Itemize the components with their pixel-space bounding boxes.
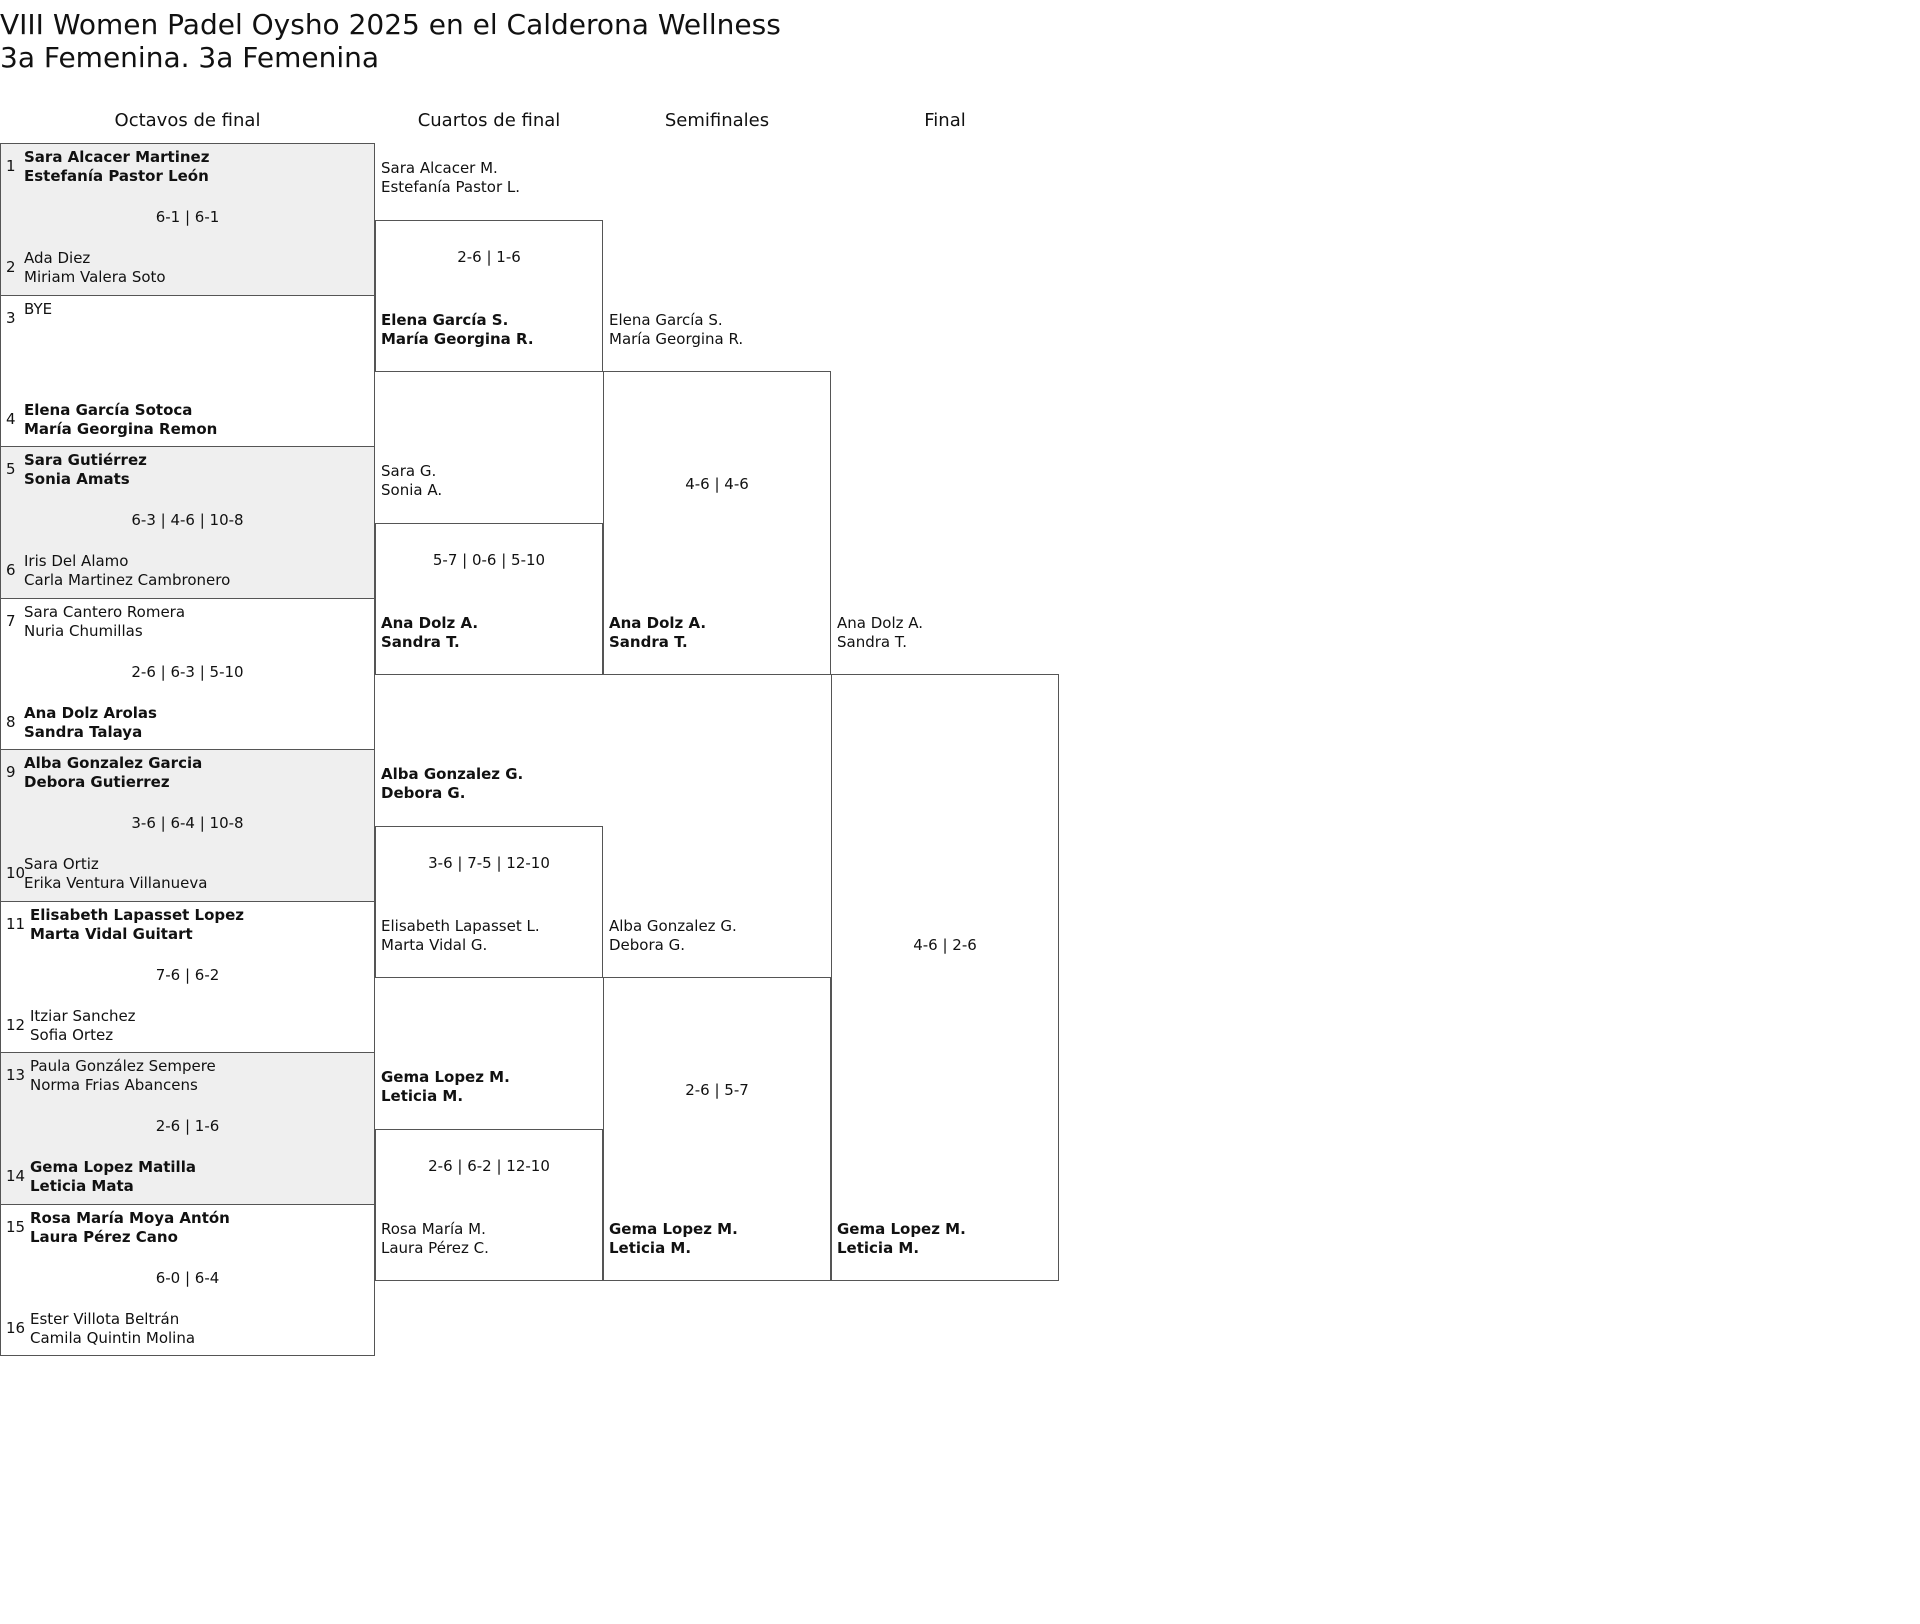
- round-header: Final: [924, 110, 966, 131]
- team-entry: [24, 603, 185, 641]
- player-name: Nuria Chumillas: [24, 621, 143, 640]
- team-entry: [381, 765, 523, 803]
- match-score: 6-3 | 4-6 | 10-8: [131, 511, 244, 529]
- player-name: Sara Ortiz: [24, 855, 99, 873]
- player-name: Gema Lopez M.: [381, 1068, 510, 1086]
- player-name: Alba Gonzalez Garcia: [24, 754, 203, 772]
- team-entry: [381, 614, 478, 652]
- team-entry: [30, 906, 244, 944]
- team-entry: [24, 552, 230, 590]
- match-score: 7-6 | 6-2: [155, 965, 220, 984]
- team-entry: [381, 917, 540, 955]
- player-name: BYE: [24, 299, 53, 318]
- seed-number: 5: [6, 460, 16, 478]
- player-name: Elena García Sotoca: [24, 400, 193, 419]
- seed-number: 3: [6, 308, 16, 327]
- seed-number: 11: [6, 914, 26, 933]
- team-entry: [24, 300, 52, 319]
- team-entry: [24, 754, 202, 792]
- match-score: 4-6 | 2-6: [913, 936, 977, 955]
- seed-number: 16: [6, 1318, 26, 1337]
- seed-number: 12: [6, 1015, 26, 1034]
- player-name: Gema Lopez M.: [837, 1219, 966, 1238]
- team-entry: [24, 148, 209, 186]
- player-name: Leticia M.: [381, 1087, 464, 1105]
- team-entry: [837, 614, 923, 652]
- match-score: 2-6 | 6-3 | 5-10: [131, 662, 244, 681]
- player-name: Rosa María M.: [381, 1219, 486, 1238]
- team-entry: [30, 1310, 195, 1348]
- player-name: Sara G.: [381, 462, 437, 480]
- player-name: Paula González Sempere: [30, 1057, 216, 1075]
- player-name: Erika Ventura Villanueva: [24, 874, 208, 892]
- player-name: Ana Dolz A.: [609, 613, 707, 632]
- player-name: Elisabeth Lapasset Lopez: [30, 905, 245, 924]
- seed-number: 7: [6, 611, 16, 630]
- match-score: 2-6 | 1-6: [155, 1117, 220, 1135]
- player-name: María Georgina Remon: [24, 419, 218, 438]
- seed-number: 6: [6, 561, 16, 579]
- team-entry: [381, 311, 534, 349]
- player-name: Sandra Talaya: [24, 722, 143, 741]
- player-name: Alba Gonzalez G.: [609, 916, 737, 935]
- team-entry: [30, 1158, 196, 1196]
- team-entry: [30, 1007, 136, 1045]
- player-name: Norma Frias Abancens: [30, 1076, 198, 1094]
- team-entry: [381, 1068, 510, 1106]
- category-title: 3a Femenina. 3a Femenina: [0, 41, 380, 74]
- team-entry: [24, 401, 217, 439]
- player-name: Iris Del Alamo: [24, 552, 129, 570]
- team-entry: [24, 704, 157, 742]
- player-name: Ana Dolz A.: [381, 613, 479, 632]
- player-name: Ester Villota Beltrán: [30, 1309, 180, 1328]
- player-name: Rosa María Moya Antón: [30, 1208, 230, 1227]
- player-name: Alba Gonzalez G.: [381, 765, 524, 783]
- match-box: [375, 826, 603, 979]
- round-header: Semifinales: [664, 110, 770, 131]
- player-name: Sara Alcacer M.: [381, 159, 498, 177]
- team-entry: [30, 1209, 230, 1247]
- player-name: Sonia A.: [381, 481, 443, 499]
- player-name: Leticia M.: [609, 1238, 692, 1257]
- match-score: 6-1 | 6-1: [155, 208, 220, 226]
- seed-number: 9: [6, 763, 16, 781]
- player-name: Estefanía Pastor León: [24, 167, 209, 185]
- tournament-title: VIII Women Padel Oysho 2025 en el Calderona Wellness: [0, 8, 781, 41]
- seed-number: 10: [6, 864, 26, 882]
- player-name: Leticia M.: [837, 1238, 920, 1257]
- round-header: Octavos de final: [114, 110, 261, 131]
- player-name: Debora G.: [609, 935, 685, 954]
- match-box: [375, 523, 603, 676]
- player-name: Gema Lopez M.: [609, 1219, 738, 1238]
- player-name: María Georgina R.: [609, 329, 744, 348]
- match-box: [375, 1129, 603, 1282]
- team-entry: [609, 917, 737, 955]
- match-box: [375, 220, 603, 373]
- player-name: Leticia Mata: [30, 1177, 134, 1195]
- team-entry: [609, 614, 706, 652]
- player-name: Debora Gutierrez: [24, 773, 170, 791]
- player-name: Estefanía Pastor L.: [381, 178, 521, 196]
- match-score: 2-6 | 6-2 | 12-10: [428, 1156, 550, 1175]
- team-entry: [30, 1057, 216, 1095]
- player-name: Marta Vidal Guitart: [30, 924, 193, 943]
- player-name: Ada Diez: [24, 249, 91, 267]
- seed-number: 15: [6, 1217, 26, 1236]
- team-entry: [24, 855, 207, 893]
- player-name: Laura Pérez C.: [381, 1238, 489, 1257]
- seed-number: 13: [6, 1066, 26, 1084]
- player-name: Carla Martinez Cambronero: [24, 571, 231, 589]
- player-name: Debora G.: [381, 784, 466, 802]
- player-name: Gema Lopez Matilla: [30, 1158, 196, 1176]
- round-header: Cuartos de final: [417, 110, 561, 131]
- player-name: Ana Dolz A.: [837, 613, 924, 632]
- match-score: 2-6 | 5-7: [685, 1081, 749, 1100]
- player-name: Sara Cantero Romera: [24, 602, 186, 621]
- player-name: Marta Vidal G.: [381, 935, 488, 954]
- seed-number: 8: [6, 712, 16, 731]
- player-name: Elena García S.: [381, 310, 509, 329]
- player-name: Sofia Ortez: [30, 1025, 114, 1044]
- match-score: 4-6 | 4-6: [685, 475, 749, 494]
- seed-number: 1: [6, 157, 16, 175]
- match-box: [831, 674, 1059, 1281]
- team-entry: [381, 462, 442, 500]
- match-score: 3-6 | 6-4 | 10-8: [131, 814, 244, 832]
- match-score: 3-6 | 7-5 | 12-10: [428, 853, 550, 872]
- player-name: Sandra T.: [837, 632, 908, 651]
- match-score: 5-7 | 0-6 | 5-10: [432, 550, 546, 569]
- team-entry: [609, 1220, 738, 1258]
- team-entry: [381, 1220, 489, 1258]
- match-score: 2-6 | 1-6: [457, 247, 521, 266]
- seed-number: 2: [6, 258, 16, 276]
- player-name: Miriam Valera Soto: [24, 268, 166, 286]
- match-score: 6-0 | 6-4: [155, 1268, 220, 1287]
- player-name: Sara Gutiérrez: [24, 451, 147, 469]
- team-entry: [24, 249, 166, 287]
- player-name: Ana Dolz Arolas: [24, 703, 157, 722]
- team-entry: [837, 1220, 966, 1258]
- team-entry: [381, 159, 520, 197]
- player-name: Elisabeth Lapasset L.: [381, 916, 540, 935]
- player-name: Sandra T.: [609, 632, 688, 651]
- player-name: Sandra T.: [381, 632, 460, 651]
- player-name: Laura Pérez Cano: [30, 1227, 178, 1246]
- player-name: Camila Quintin Molina: [30, 1328, 196, 1347]
- player-name: Elena García S.: [609, 310, 723, 329]
- seed-number: 14: [6, 1167, 26, 1185]
- player-name: Sonia Amats: [24, 470, 130, 488]
- player-name: Itziar Sanchez: [30, 1006, 136, 1025]
- team-entry: [609, 311, 743, 349]
- player-name: María Georgina R.: [381, 329, 534, 348]
- seed-number: 4: [6, 409, 16, 428]
- player-name: Sara Alcacer Martinez: [24, 148, 210, 166]
- team-entry: [24, 451, 147, 489]
